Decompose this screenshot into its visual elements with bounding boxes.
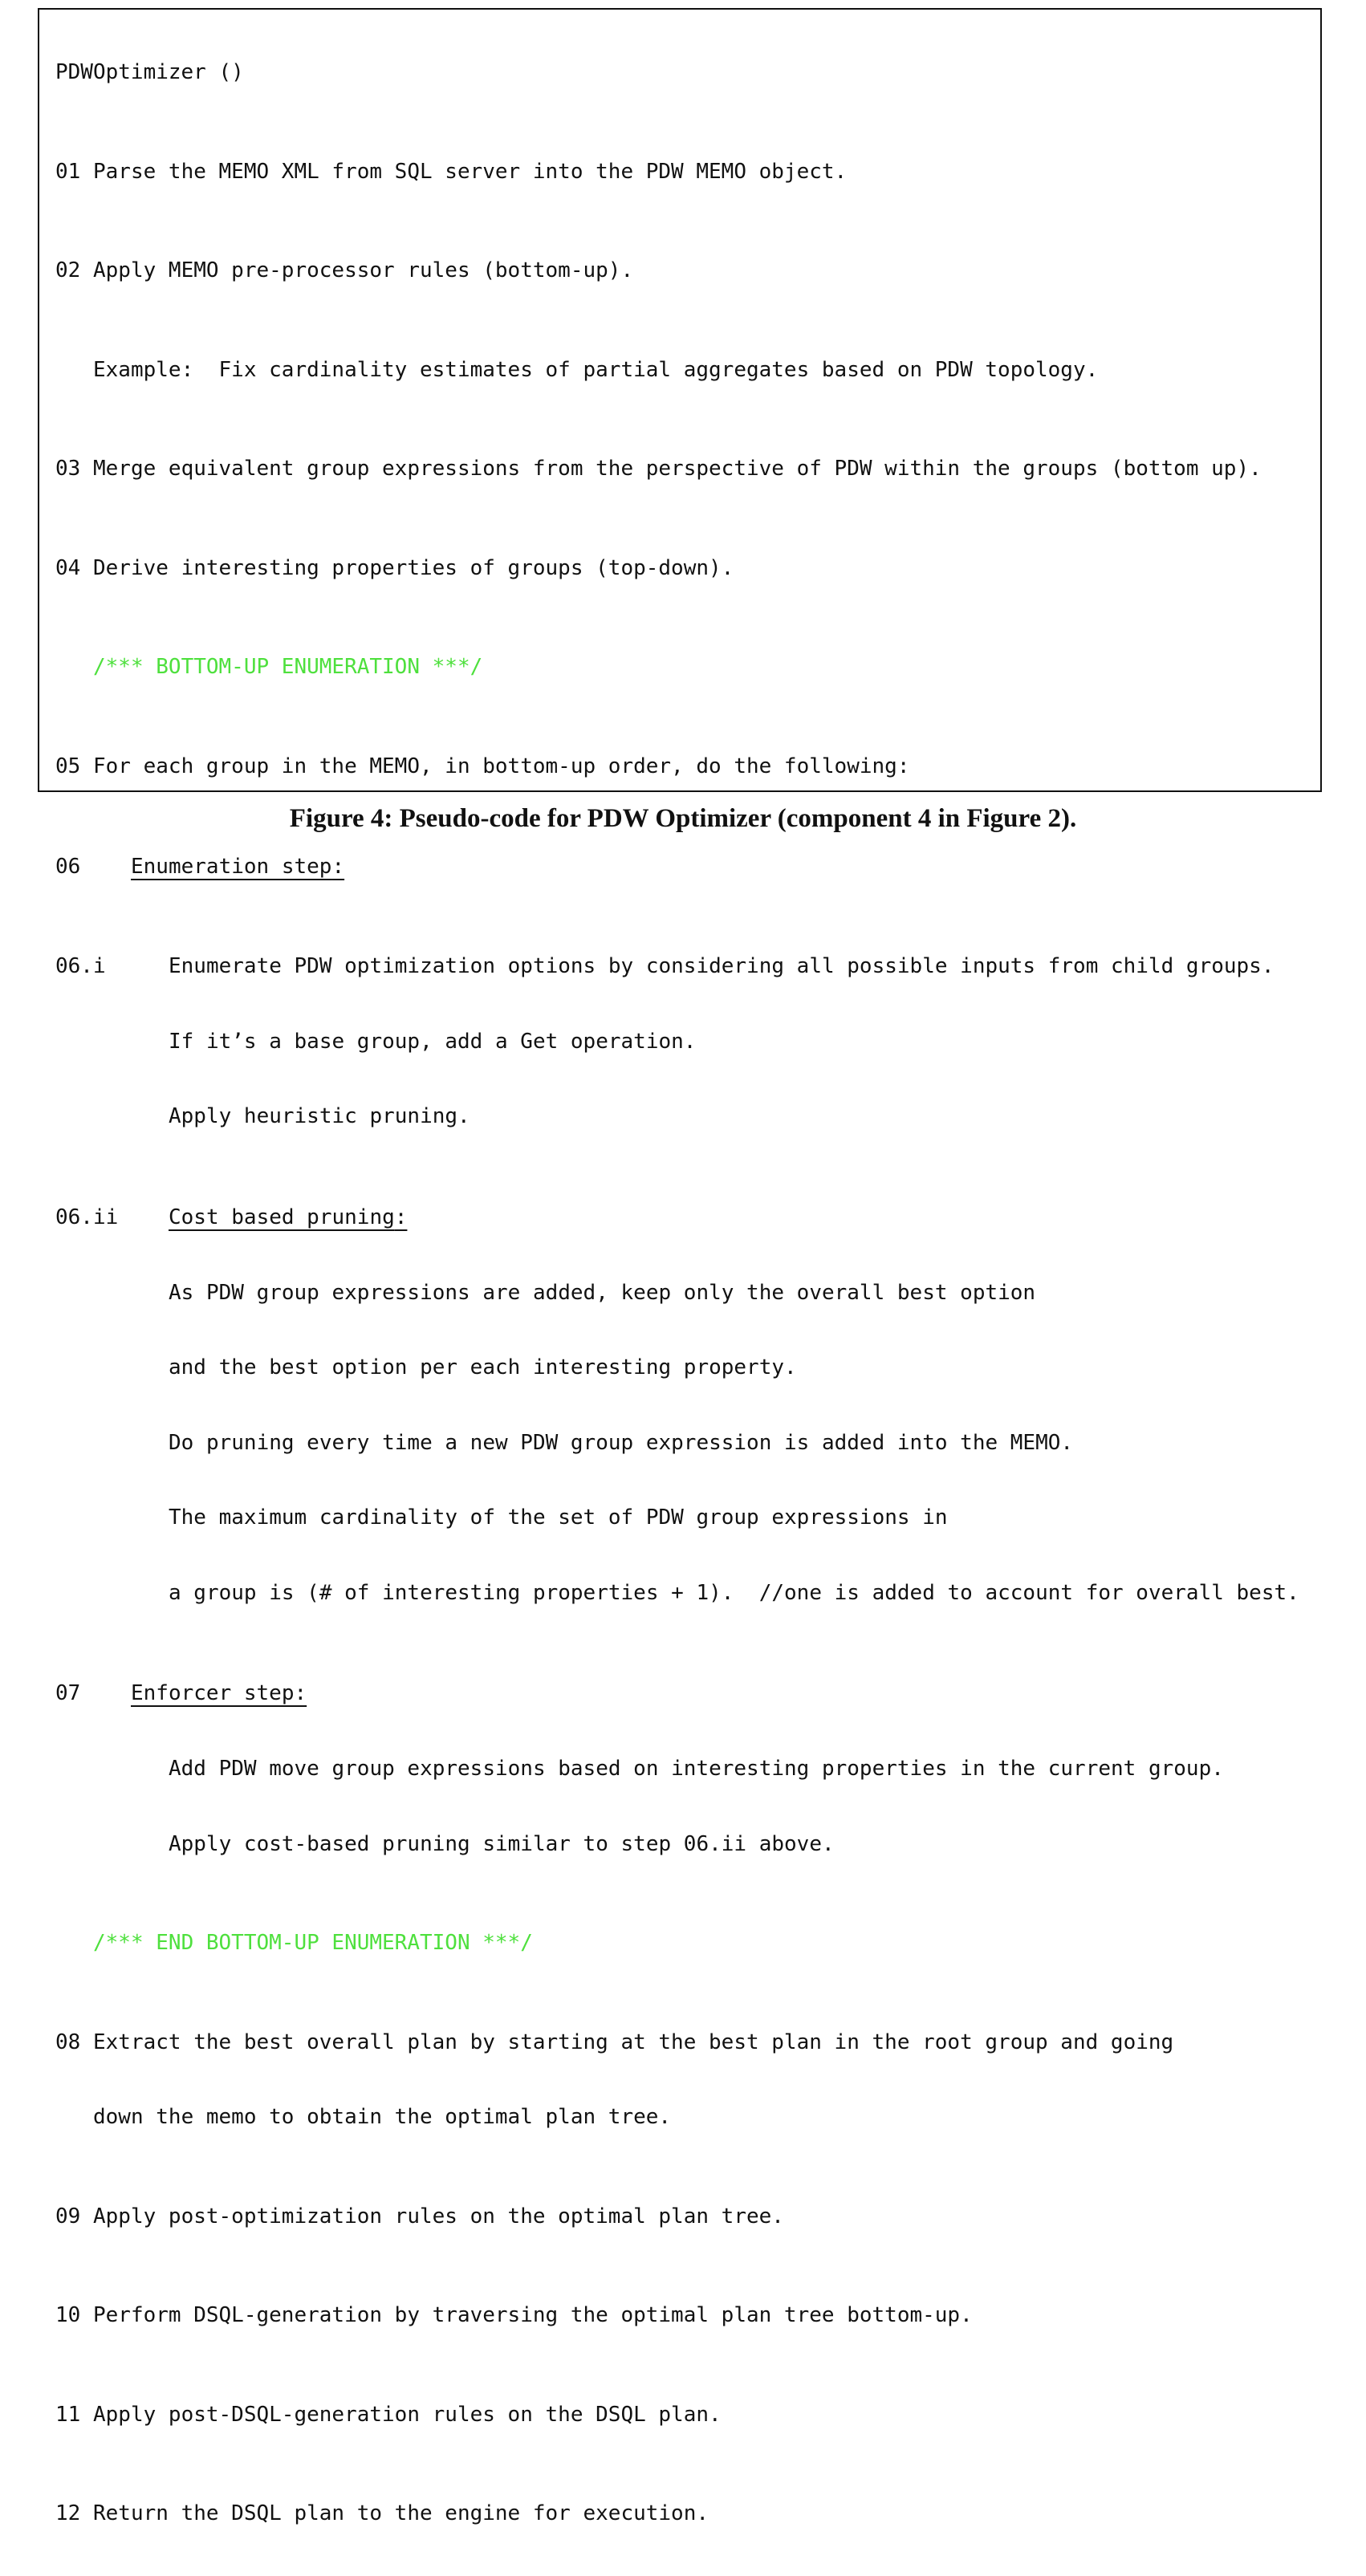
line-number: 04 <box>55 555 81 580</box>
step-heading-colon: : <box>294 1681 307 1705</box>
code-line-06ii-cont: a group is (# of interesting properties + 1). //one is added to account for overall best. <box>169 1580 1299 1605</box>
code-line-03 <box>55 456 1299 483</box>
step-heading: Enumeration step <box>131 855 332 879</box>
code-line-07 <box>55 1679 1299 1708</box>
line-number: 02 <box>55 258 81 282</box>
code-line-06ii-cont: As PDW group expressions are added, keep only the overall best option <box>169 1280 1036 1305</box>
line-text: Apply post-DSQL-generation rules on the DSQL plan. <box>93 2402 722 2427</box>
line-text: For each group in the MEMO, in bottom-up order, do the following: <box>93 754 910 778</box>
code-line-06 <box>55 852 1299 881</box>
code-line-08-cont: down the memo to obtain the optimal plan tree. <box>93 2105 672 2129</box>
line-text: Derive interesting properties of groups (top-down). <box>93 555 734 580</box>
code-line-01 <box>55 159 1299 186</box>
code-line-02-example: Example: Fix cardinality estimates of partial aggregates based on PDW topology. <box>93 357 1099 382</box>
line-number: 06.ii <box>55 1205 119 1229</box>
line-text: Perform DSQL-generation by traversing the optimal plan tree bottom-up. <box>93 2303 973 2327</box>
line-number: 06.i <box>55 954 106 978</box>
line-number: 05 <box>55 754 81 778</box>
code-line-02 <box>55 258 1299 285</box>
code-line-06i-cont: Apply heuristic pruning. <box>169 1104 470 1128</box>
line-text: Enumerate PDW optimization options by considering all possible inputs from child groups. <box>169 954 1275 978</box>
line-text: Apply MEMO pre-processor rules (bottom-up). <box>93 258 634 282</box>
line-text: Extract the best overall plan by starting at the best plan in the root group and going <box>93 2030 1174 2054</box>
comment-begin-enumeration: /*** BOTTOM-UP ENUMERATION ***/ <box>93 655 483 679</box>
code-line-07-cont: Add PDW move group expressions based on interesting properties in the current group. <box>169 1757 1224 1781</box>
line-number: 07 <box>55 1681 81 1705</box>
pseudocode <box>55 11 1299 2576</box>
code-line-04 <box>55 555 1299 583</box>
line-number: 12 <box>55 2501 81 2525</box>
line-number: 06 <box>55 855 81 879</box>
code-line-09 <box>55 2204 1299 2231</box>
line-number: 09 <box>55 2204 81 2229</box>
code-line-06ii-cont: and the best option per each interesting property. <box>169 1355 797 1379</box>
code-line-12 <box>55 2501 1299 2528</box>
line-text: Merge equivalent group expressions from the perspective of PDW within the groups (bottom up). <box>93 457 1262 481</box>
comment-end-enumeration: /*** END BOTTOM-UP ENUMERATION ***/ <box>93 1931 533 1955</box>
step-heading: Cost based pruning <box>169 1205 395 1229</box>
figure-caption: Figure 4: Pseudo-code for PDW Optimizer (component 4 in Figure 2). <box>289 804 1077 833</box>
line-text: Parse the MEMO XML from SQL server into the PDW MEMO object. <box>93 159 848 184</box>
step-heading-colon: : <box>331 855 345 879</box>
code-title: PDWOptimizer () <box>55 60 244 84</box>
code-line-06i <box>55 953 1299 981</box>
code-line-11 <box>55 2402 1299 2429</box>
code-line-07-cont: Apply cost-based pruning similar to step 06.ii above. <box>169 1831 835 1856</box>
code-line-06ii <box>55 1203 1299 1232</box>
code-line-06ii-cont: The maximum cardinality of the set of PDW group expressions in <box>169 1505 948 1530</box>
step-heading: Enforcer step <box>131 1681 295 1705</box>
line-number: 01 <box>55 159 81 184</box>
line-text: Return the DSQL plan to the engine for execution. <box>93 2501 709 2525</box>
code-line-05 <box>55 754 1299 781</box>
step-heading-colon: : <box>394 1205 408 1229</box>
code-line-06ii-cont: Do pruning every time a new PDW group expression is added into the MEMO. <box>169 1430 1074 1455</box>
code-line-06i-cont: If it’s a base group, add a Get operation. <box>169 1029 697 1054</box>
line-number: 03 <box>55 457 81 481</box>
line-number: 08 <box>55 2030 81 2054</box>
code-line-10 <box>55 2302 1299 2330</box>
code-line-08 <box>55 2030 1299 2057</box>
line-text: Apply post-optimization rules on the optimal plan tree. <box>93 2204 784 2229</box>
line-number: 10 <box>55 2303 81 2327</box>
line-number: 11 <box>55 2402 81 2427</box>
